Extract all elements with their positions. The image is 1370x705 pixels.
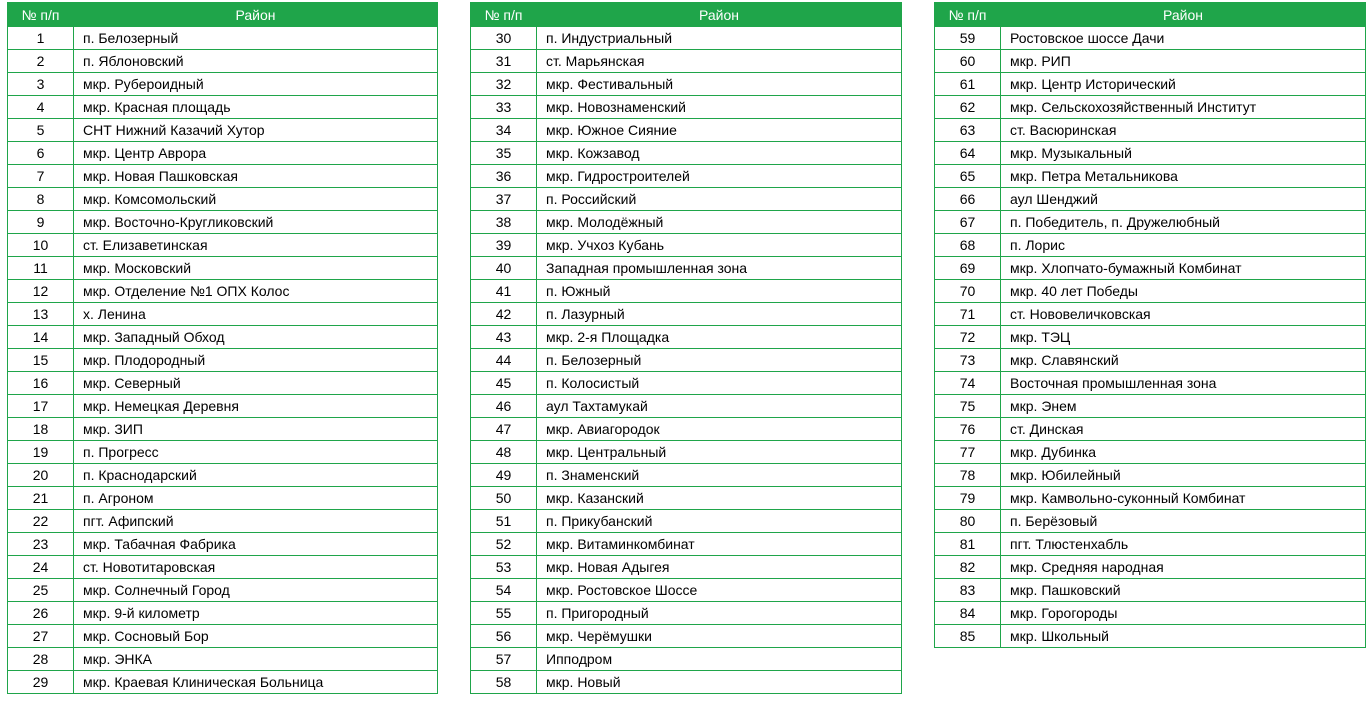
- district-name: мкр. Камвольно-суконный Комбинат: [1001, 487, 1366, 510]
- table-row: [8, 648, 438, 671]
- row-number: 17: [8, 395, 74, 418]
- row-number: 56: [471, 625, 537, 648]
- table-row: [471, 73, 902, 96]
- table-row: [935, 234, 1366, 257]
- district-name: п. Лорис: [1001, 234, 1366, 257]
- row-number: 57: [471, 648, 537, 671]
- table-row: [8, 579, 438, 602]
- district-name: п. Колосистый: [537, 372, 902, 395]
- table-row: [8, 303, 438, 326]
- table-row: [471, 211, 902, 234]
- district-name: п. Южный: [537, 280, 902, 303]
- district-table-2: [470, 2, 902, 694]
- district-name: мкр. Петра Метальникова: [1001, 165, 1366, 188]
- district-name: мкр. Молодёжный: [537, 211, 902, 234]
- table-row: [935, 27, 1366, 50]
- table-row: [8, 165, 438, 188]
- district-name: мкр. Хлопчато-бумажный Комбинат: [1001, 257, 1366, 280]
- row-number: 39: [471, 234, 537, 257]
- district-name: ст. Нововеличковская: [1001, 303, 1366, 326]
- row-number: 13: [8, 303, 74, 326]
- table-row: [8, 510, 438, 533]
- row-number: 42: [471, 303, 537, 326]
- table-row: [471, 303, 902, 326]
- row-number: 18: [8, 418, 74, 441]
- district-name: п. Прикубанский: [537, 510, 902, 533]
- table-row: [935, 464, 1366, 487]
- row-number: 1: [8, 27, 74, 50]
- district-name: мкр. 9-й километр: [74, 602, 438, 625]
- table-row: [8, 142, 438, 165]
- table-header-row: [8, 3, 438, 27]
- row-number: 14: [8, 326, 74, 349]
- row-number: 32: [471, 73, 537, 96]
- table-row: [471, 441, 902, 464]
- row-number: 54: [471, 579, 537, 602]
- district-name: мкр. РИП: [1001, 50, 1366, 73]
- row-number: 43: [471, 326, 537, 349]
- table-row: [8, 533, 438, 556]
- table-row: [8, 671, 438, 694]
- row-number: 69: [935, 257, 1001, 280]
- row-number: 62: [935, 96, 1001, 119]
- table-row: [471, 165, 902, 188]
- district-name: мкр. 40 лет Победы: [1001, 280, 1366, 303]
- district-name: мкр. Московский: [74, 257, 438, 280]
- district-name: мкр. Ростовское Шоссе: [537, 579, 902, 602]
- district-name: п. Яблоновский: [74, 50, 438, 73]
- row-number: 24: [8, 556, 74, 579]
- district-name: п. Индустриальный: [537, 27, 902, 50]
- table-row: [471, 372, 902, 395]
- district-name: мкр. Южное Сияние: [537, 119, 902, 142]
- district-table-1: [7, 2, 438, 694]
- header-number: № п/п: [8, 3, 74, 27]
- table-row: [471, 280, 902, 303]
- district-name: мкр. Краевая Клиническая Больница: [74, 671, 438, 694]
- row-number: 4: [8, 96, 74, 119]
- district-name: мкр. Новая Пашковская: [74, 165, 438, 188]
- row-number: 3: [8, 73, 74, 96]
- row-number: 50: [471, 487, 537, 510]
- table-row: [8, 211, 438, 234]
- district-name: мкр. Западный Обход: [74, 326, 438, 349]
- row-number: 66: [935, 188, 1001, 211]
- district-name: мкр. Гидростроителей: [537, 165, 902, 188]
- row-number: 34: [471, 119, 537, 142]
- table-row: [935, 441, 1366, 464]
- district-name: мкр. Новознаменский: [537, 96, 902, 119]
- district-name: аул Тахтамукай: [537, 395, 902, 418]
- district-name: мкр. ТЭЦ: [1001, 326, 1366, 349]
- table-row: [935, 303, 1366, 326]
- row-number: 77: [935, 441, 1001, 464]
- district-name: ст. Новотитаровская: [74, 556, 438, 579]
- district-name: п. Краснодарский: [74, 464, 438, 487]
- row-number: 83: [935, 579, 1001, 602]
- table-row: [8, 73, 438, 96]
- district-name: п. Берёзовый: [1001, 510, 1366, 533]
- district-name: мкр. Красная площадь: [74, 96, 438, 119]
- table-row: [8, 257, 438, 280]
- district-name: мкр. Учхоз Кубань: [537, 234, 902, 257]
- district-name: мкр. Кожзавод: [537, 142, 902, 165]
- table-row: [8, 188, 438, 211]
- row-number: 80: [935, 510, 1001, 533]
- row-number: 84: [935, 602, 1001, 625]
- district-name: мкр. ЭНКА: [74, 648, 438, 671]
- table-row: [471, 257, 902, 280]
- district-name: мкр. Центральный: [537, 441, 902, 464]
- row-number: 64: [935, 142, 1001, 165]
- row-number: 16: [8, 372, 74, 395]
- district-name: п. Агроном: [74, 487, 438, 510]
- table-row: [471, 671, 902, 694]
- row-number: 29: [8, 671, 74, 694]
- district-name: мкр. Юбилейный: [1001, 464, 1366, 487]
- row-number: 82: [935, 556, 1001, 579]
- row-number: 67: [935, 211, 1001, 234]
- table-row: [935, 165, 1366, 188]
- district-name: мкр. Школьный: [1001, 625, 1366, 648]
- table-row: [8, 625, 438, 648]
- row-number: 63: [935, 119, 1001, 142]
- table-row: [471, 188, 902, 211]
- row-number: 78: [935, 464, 1001, 487]
- district-name: мкр. Энем: [1001, 395, 1366, 418]
- district-name: ст. Марьянская: [537, 50, 902, 73]
- table-row: [935, 50, 1366, 73]
- row-number: 81: [935, 533, 1001, 556]
- row-number: 35: [471, 142, 537, 165]
- row-number: 28: [8, 648, 74, 671]
- table-row: [935, 73, 1366, 96]
- row-number: 5: [8, 119, 74, 142]
- table-row: [935, 533, 1366, 556]
- table-row: [471, 579, 902, 602]
- district-name: мкр. Сосновый Бор: [74, 625, 438, 648]
- table-row: [935, 487, 1366, 510]
- row-number: 15: [8, 349, 74, 372]
- row-number: 20: [8, 464, 74, 487]
- table-row: [935, 602, 1366, 625]
- district-name: мкр. Пашковский: [1001, 579, 1366, 602]
- row-number: 60: [935, 50, 1001, 73]
- row-number: 2: [8, 50, 74, 73]
- table-row: [8, 487, 438, 510]
- district-name: мкр. Фестивальный: [537, 73, 902, 96]
- table-row: [8, 27, 438, 50]
- row-number: 85: [935, 625, 1001, 648]
- district-name: х. Ленина: [74, 303, 438, 326]
- district-name: п. Белозерный: [537, 349, 902, 372]
- table-row: [471, 533, 902, 556]
- row-number: 19: [8, 441, 74, 464]
- district-name: мкр. Новая Адыгея: [537, 556, 902, 579]
- row-number: 21: [8, 487, 74, 510]
- district-name: мкр. Славянский: [1001, 349, 1366, 372]
- district-name: пгт. Тлюстенхабль: [1001, 533, 1366, 556]
- district-name: п. Лазурный: [537, 303, 902, 326]
- table-row: [8, 602, 438, 625]
- table-row: [935, 280, 1366, 303]
- table-row: [935, 326, 1366, 349]
- table-row: [8, 349, 438, 372]
- row-number: 55: [471, 602, 537, 625]
- row-number: 31: [471, 50, 537, 73]
- table-row: [8, 119, 438, 142]
- table-row: [935, 119, 1366, 142]
- table-row: [8, 50, 438, 73]
- row-number: 65: [935, 165, 1001, 188]
- district-name: мкр. Витаминкомбинат: [537, 533, 902, 556]
- table-row: [471, 510, 902, 533]
- district-name: п. Пригородный: [537, 602, 902, 625]
- row-number: 27: [8, 625, 74, 648]
- district-name: мкр. Отделение №1 ОПХ Колос: [74, 280, 438, 303]
- district-name: мкр. Средняя народная: [1001, 556, 1366, 579]
- table-row: [935, 418, 1366, 441]
- table-header-row: [935, 3, 1366, 27]
- table-row: [471, 487, 902, 510]
- district-name: пгт. Афипский: [74, 510, 438, 533]
- district-name: аул Шенджий: [1001, 188, 1366, 211]
- row-number: 22: [8, 510, 74, 533]
- row-number: 11: [8, 257, 74, 280]
- district-name: мкр. Дубинка: [1001, 441, 1366, 464]
- district-name: Западная промышленная зона: [537, 257, 902, 280]
- table-row: [8, 280, 438, 303]
- district-name: мкр. Центр Исторический: [1001, 73, 1366, 96]
- district-name: Ростовское шоссе Дачи: [1001, 27, 1366, 50]
- table-row: [471, 418, 902, 441]
- table-row: [935, 96, 1366, 119]
- table-row: [935, 188, 1366, 211]
- row-number: 51: [471, 510, 537, 533]
- district-name: мкр. Музыкальный: [1001, 142, 1366, 165]
- table-row: [471, 27, 902, 50]
- row-number: 68: [935, 234, 1001, 257]
- row-number: 23: [8, 533, 74, 556]
- table-row: [471, 464, 902, 487]
- row-number: 76: [935, 418, 1001, 441]
- table-row: [471, 556, 902, 579]
- district-name: п. Прогресс: [74, 441, 438, 464]
- table-row: [8, 395, 438, 418]
- table-row: [471, 234, 902, 257]
- row-number: 58: [471, 671, 537, 694]
- district-name: Восточная промышленная зона: [1001, 372, 1366, 395]
- row-number: 37: [471, 188, 537, 211]
- row-number: 38: [471, 211, 537, 234]
- district-name: мкр. 2-я Площадка: [537, 326, 902, 349]
- row-number: 45: [471, 372, 537, 395]
- table-row: [935, 556, 1366, 579]
- district-name: мкр. Восточно-Кругликовский: [74, 211, 438, 234]
- district-name: ст. Динская: [1001, 418, 1366, 441]
- table-row: [471, 395, 902, 418]
- row-number: 12: [8, 280, 74, 303]
- row-number: 47: [471, 418, 537, 441]
- district-name: мкр. Новый: [537, 671, 902, 694]
- district-name: мкр. Рубероидный: [74, 73, 438, 96]
- table-row: [8, 96, 438, 119]
- district-name: мкр. Комсомольский: [74, 188, 438, 211]
- table-row: [935, 395, 1366, 418]
- district-name: мкр. Плодородный: [74, 349, 438, 372]
- row-number: 44: [471, 349, 537, 372]
- row-number: 48: [471, 441, 537, 464]
- district-name: СНТ Нижний Казачий Хутор: [74, 119, 438, 142]
- row-number: 8: [8, 188, 74, 211]
- table-row: [471, 625, 902, 648]
- row-number: 75: [935, 395, 1001, 418]
- table-row: [935, 625, 1366, 648]
- row-number: 49: [471, 464, 537, 487]
- row-number: 59: [935, 27, 1001, 50]
- table-row: [471, 648, 902, 671]
- table-row: [8, 234, 438, 257]
- district-name: мкр. Немецкая Деревня: [74, 395, 438, 418]
- district-name: п. Белозерный: [74, 27, 438, 50]
- table-row: [8, 556, 438, 579]
- header-district: Район: [1001, 3, 1366, 27]
- table-row: [935, 372, 1366, 395]
- table-row: [471, 602, 902, 625]
- table-row: [471, 142, 902, 165]
- district-name: мкр. Северный: [74, 372, 438, 395]
- district-name: мкр. Солнечный Город: [74, 579, 438, 602]
- district-name: мкр. Сельскохозяйственный Институт: [1001, 96, 1366, 119]
- row-number: 61: [935, 73, 1001, 96]
- district-name: ст. Васюринская: [1001, 119, 1366, 142]
- district-name: п. Победитель, п. Дружелюбный: [1001, 211, 1366, 234]
- table-row: [935, 510, 1366, 533]
- row-number: 79: [935, 487, 1001, 510]
- row-number: 7: [8, 165, 74, 188]
- district-name: п. Знаменский: [537, 464, 902, 487]
- table-row: [8, 372, 438, 395]
- district-name: мкр. Казанский: [537, 487, 902, 510]
- row-number: 73: [935, 349, 1001, 372]
- district-table-3: [934, 2, 1366, 648]
- district-name: мкр. Центр Аврора: [74, 142, 438, 165]
- row-number: 72: [935, 326, 1001, 349]
- row-number: 33: [471, 96, 537, 119]
- row-number: 70: [935, 280, 1001, 303]
- row-number: 52: [471, 533, 537, 556]
- table-row: [8, 418, 438, 441]
- table-row: [8, 326, 438, 349]
- row-number: 74: [935, 372, 1001, 395]
- district-name: Ипподром: [537, 648, 902, 671]
- header-number: № п/п: [935, 3, 1001, 27]
- header-district: Район: [74, 3, 438, 27]
- table-row: [8, 464, 438, 487]
- header-number: № п/п: [471, 3, 537, 27]
- table-row: [471, 96, 902, 119]
- table-row: [935, 211, 1366, 234]
- district-name: мкр. Табачная Фабрика: [74, 533, 438, 556]
- district-name: ст. Елизаветинская: [74, 234, 438, 257]
- district-name: мкр. Авиагородок: [537, 418, 902, 441]
- district-name: мкр. ЗИП: [74, 418, 438, 441]
- row-number: 71: [935, 303, 1001, 326]
- table-row: [471, 349, 902, 372]
- row-number: 53: [471, 556, 537, 579]
- table-row: [935, 579, 1366, 602]
- table-row: [935, 349, 1366, 372]
- district-name: п. Российский: [537, 188, 902, 211]
- table-row: [471, 119, 902, 142]
- header-district: Район: [537, 3, 902, 27]
- row-number: 9: [8, 211, 74, 234]
- row-number: 6: [8, 142, 74, 165]
- row-number: 40: [471, 257, 537, 280]
- row-number: 26: [8, 602, 74, 625]
- table-row: [935, 142, 1366, 165]
- table-header-row: [471, 3, 902, 27]
- district-name: мкр. Черёмушки: [537, 625, 902, 648]
- row-number: 46: [471, 395, 537, 418]
- district-name: мкр. Горогороды: [1001, 602, 1366, 625]
- table-row: [8, 441, 438, 464]
- table-row: [471, 326, 902, 349]
- row-number: 41: [471, 280, 537, 303]
- row-number: 36: [471, 165, 537, 188]
- row-number: 30: [471, 27, 537, 50]
- row-number: 25: [8, 579, 74, 602]
- row-number: 10: [8, 234, 74, 257]
- table-row: [935, 257, 1366, 280]
- table-row: [471, 50, 902, 73]
